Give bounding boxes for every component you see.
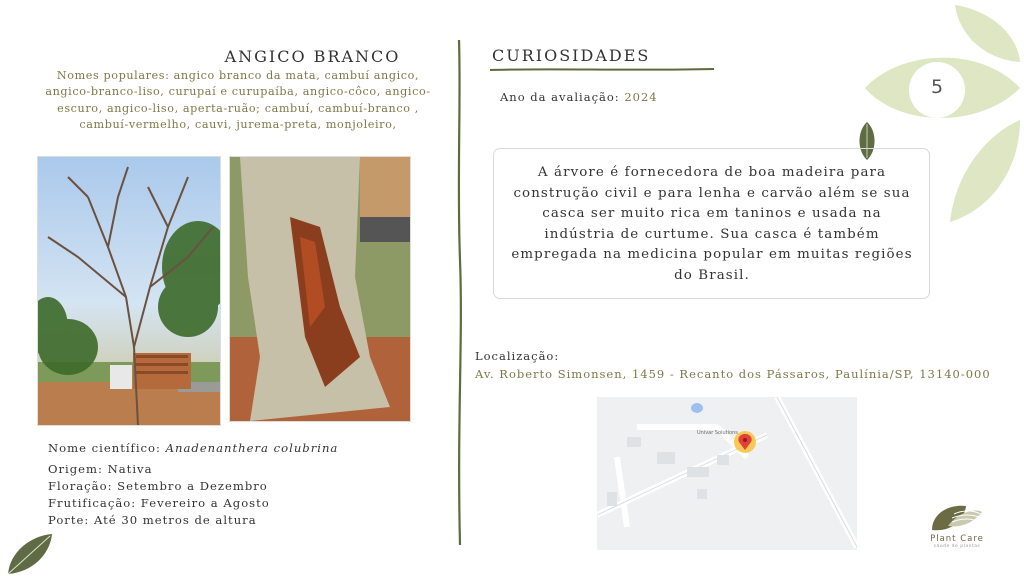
popular-names-text: angico branco da mata, cambuí angico, angico-branco-liso, curupaí e curupaíba, angico-côco, angico-escuro, angico-liso, aperta-ruão; cambuí, cambuí-branco , cambuí-vermelho, cauvi, jurema-preta, monjoleiro,: [45, 69, 431, 131]
scientific-name-line: [48, 440, 338, 457]
brand-name: Plant Care: [930, 534, 984, 544]
brand-tagline: saúde de plantas: [933, 544, 981, 549]
scientific-label: Nome científico:: [48, 441, 161, 455]
map-place-label: Univar Solutions: [697, 430, 738, 436]
tree-photo: [37, 156, 221, 426]
trunk-photo: [229, 156, 411, 422]
popular-names: [34, 68, 442, 133]
scientific-name: Anadenanthera colubrina: [165, 441, 339, 455]
size: Porte: Até 30 metros de altura: [48, 513, 257, 527]
column-divider: [451, 40, 469, 545]
location-map[interactable]: [597, 397, 857, 550]
origin: Origem: Nativa: [48, 462, 153, 476]
evaluation-year: [500, 90, 658, 104]
curiosities-title: CURIOSIDADES: [492, 46, 651, 65]
location-address[interactable]: Av. Roberto Simonsen, 1459 - Recanto dos Pássaros, Paulínia/SP, 13140-000: [475, 367, 991, 381]
title-underline: [490, 66, 714, 72]
decorative-leaves: [860, 0, 1024, 230]
leaf-icon: [5, 532, 55, 576]
tree-facts: [48, 440, 338, 529]
curiosity-text: A árvore é fornecedora de boa madeira para construção civil e para lenha e carvão além se sua casca ser muito rica em taninos e usada na indústria de curtume. Sua casca é também empregada na medicina popular em muitas regiões do Brasil.: [511, 165, 913, 283]
popular-names-label: Nomes populares:: [56, 69, 170, 82]
year-label: Ano da avaliação:: [500, 90, 620, 104]
location-label: Localização:: [475, 349, 560, 363]
year-value: 2024: [624, 90, 658, 104]
tree-title: ANGICO BRANCO: [224, 47, 401, 66]
page-number: 5: [930, 76, 944, 98]
fruiting: Frutificação: Fevereiro a Agosto: [48, 496, 270, 510]
flowering: Floração: Setembro a Dezembro: [48, 479, 268, 493]
